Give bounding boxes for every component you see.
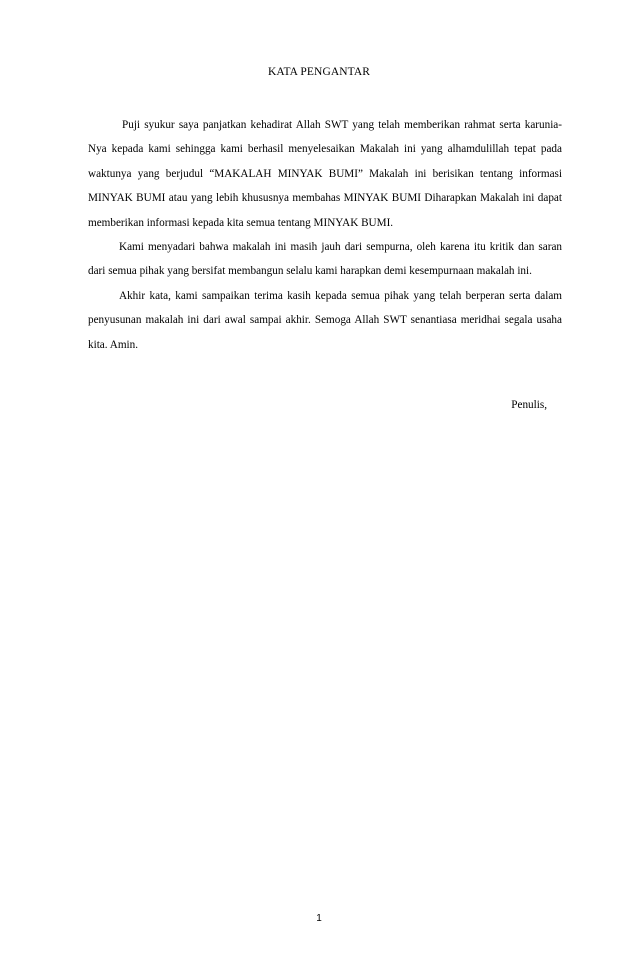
- page-title: KATA PENGANTAR: [267, 66, 371, 78]
- paragraph-apology: Kami menyadari bahwa makalah ini masih jauh dari sempurna, oleh karena itu kritik dan saran dari semua pihak yang bersifat membangun selalu kami harapkan demi kesempurnaan makalah ini.: [88, 241, 562, 278]
- page-number: 1: [316, 913, 322, 924]
- signature: Penulis,: [511, 399, 547, 411]
- paragraph-closing: Akhir kata, kami sampaikan terima kasih kepada semua pihak yang telah berperan serta dalam penyusunan makalah ini dari awal sampai akhir. Semoga Allah SWT senantiasa meridhai segala usaha kita. Amin.: [88, 289, 562, 351]
- body-text: [88, 113, 562, 357]
- paragraph-opening: Puji syukur saya panjatkan kehadirat Allah SWT yang telah memberikan rahmat serta karunia-Nya kepada kami sehingga kami berhasil menyelesaikan Makalah ini yang alhamdulillah tepat pada waktunya yang berjudul “MAKALAH MINYAK BUMI” Makalah ini berisikan tentang informasi MINYAK BUMI atau yang lebih khususnya membahas MINYAK BUMI Diharapkan Makalah ini dapat memberikan informasi kepada kita semua tentang MINYAK BUMI.: [88, 119, 562, 229]
